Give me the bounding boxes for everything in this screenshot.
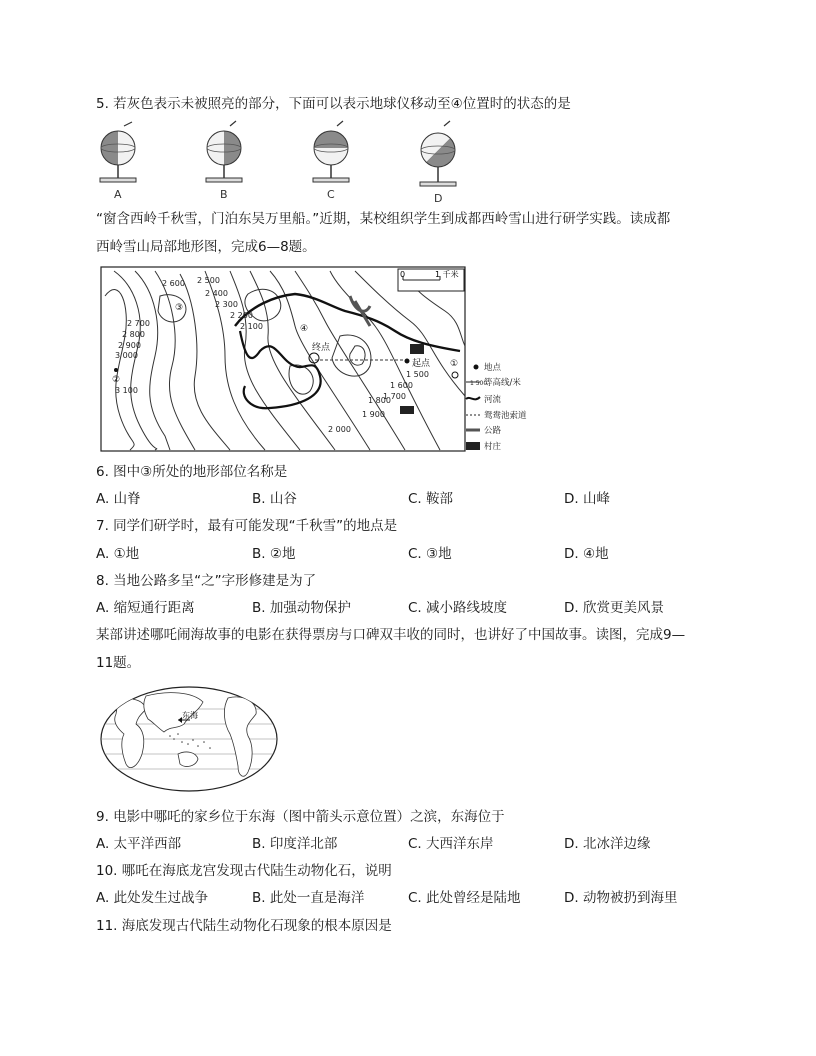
- globe-d: [420, 121, 456, 186]
- svg-text:2 700: 2 700: [127, 319, 150, 328]
- intro-6-8-line1: “窗含西岭千秋雪，门泊东吴万里船。”近期，某校组织学生到成都西岭雪山进行研学实践。读成都: [96, 211, 671, 227]
- world-map-figure: [98, 684, 280, 794]
- svg-text:1 千米: 1 千米: [435, 270, 459, 279]
- intro-6-8-line2: 西岭雪山局部地形图，完成6—8题。: [96, 239, 316, 255]
- q7-option-b: B. ②地: [252, 546, 296, 562]
- q5-stem: 5. 若灰色表示未被照亮的部分，下面可以表示地球仪移动至④位置时的状态的是: [96, 96, 571, 112]
- svg-text:公路: 公路: [484, 426, 502, 436]
- globe-c: [313, 121, 349, 182]
- village-2: [400, 406, 414, 414]
- q8-stem: 8. 当地公路多呈“之”字形修建是为了: [96, 573, 317, 589]
- q6-option-b: B. 山谷: [252, 491, 297, 507]
- q9-option-b: B. 印度洋北部: [252, 836, 338, 852]
- q8-option-a: A. 缩短通行距离: [96, 600, 195, 616]
- svg-text:2 200: 2 200: [230, 311, 253, 320]
- globe-a-label: A: [114, 188, 122, 201]
- q11-stem: 11. 海底发现古代陆生动物化石现象的根本原因是: [96, 918, 392, 934]
- globe-b: [206, 121, 242, 182]
- svg-text:2 400: 2 400: [205, 289, 228, 298]
- q10-stem: 10. 哪吒在海底龙宫发现古代陆生动物化石，说明: [96, 863, 392, 879]
- globe-c-label: C: [327, 188, 335, 201]
- intro-9-11-line1: 某部讲述哪吒闹海故事的电影在获得票房与口碑双丰收的同时，也讲好了中国故事。读图，完成9—: [96, 627, 686, 643]
- q7-option-d: D. ④地: [564, 546, 609, 562]
- q9-option-d: D. 北冰洋边缘: [564, 836, 651, 852]
- intro-9-11-line2: 11题。: [96, 655, 141, 671]
- svg-text:①: ①: [450, 359, 459, 369]
- topo-map-figure: [100, 266, 527, 452]
- svg-text:2 000: 2 000: [328, 425, 351, 434]
- svg-text:1 600: 1 600: [390, 381, 413, 390]
- q8-option-b: B. 加强动物保护: [252, 600, 351, 616]
- svg-text:2 300: 2 300: [215, 300, 238, 309]
- svg-text:村庄: 村庄: [484, 442, 502, 452]
- svg-text:②: ②: [112, 375, 121, 385]
- topo-legend: [466, 362, 527, 452]
- q9-option-a: A. 太平洋西部: [96, 836, 182, 852]
- svg-text:地点: 地点: [484, 363, 502, 373]
- q10-option-c: C. 此处曾经是陆地: [408, 890, 521, 906]
- q7-option-a: A. ①地: [96, 546, 140, 562]
- q7-stem: 7. 同学们研学时，最有可能发现“千秋雪”的地点是: [96, 518, 398, 534]
- svg-text:河流: 河流: [484, 395, 502, 405]
- svg-text:③: ③: [175, 303, 184, 313]
- q10-option-a: A. 此处发生过战争: [96, 890, 209, 906]
- q10-option-b: B. 此处一直是海洋: [252, 890, 365, 906]
- scale-bar: [398, 269, 464, 291]
- svg-text:3 100: 3 100: [115, 386, 138, 395]
- q9-stem: 9. 电影中哪吒的家乡位于东海（图中箭头示意位置）之滨，东海位于: [96, 809, 505, 825]
- svg-text:2 800: 2 800: [122, 330, 145, 339]
- svg-text:3 000: 3 000: [115, 351, 138, 360]
- svg-text:起点: 起点: [412, 359, 431, 369]
- village-1: [410, 344, 424, 354]
- q10-option-d: D. 动物被扔到海里: [564, 890, 678, 906]
- q6-option-c: C. 鞍部: [408, 491, 454, 507]
- svg-text:1 700: 1 700: [383, 392, 406, 401]
- svg-text:2 600: 2 600: [162, 279, 185, 288]
- svg-text:0: 0: [400, 270, 406, 279]
- globe-d-label: D: [434, 192, 443, 205]
- svg-text:1 900: 1 900: [362, 410, 385, 419]
- globe-a: [100, 122, 136, 182]
- q7-option-c: C. ③地: [408, 546, 452, 562]
- q8-option-c: C. 减小路线坡度: [408, 600, 508, 616]
- q6-option-d: D. 山峰: [564, 491, 610, 507]
- globe-b-label: B: [220, 188, 228, 201]
- svg-text:2 100: 2 100: [240, 322, 263, 331]
- q6-option-a: A. 山脊: [96, 491, 141, 507]
- q5-globes-figure: [96, 118, 476, 205]
- svg-text:鸳鸯池索道: 鸳鸯池索道: [484, 411, 527, 421]
- q9-option-c: C. 大西洋东岸: [408, 836, 494, 852]
- svg-text:2 900: 2 900: [118, 341, 141, 350]
- svg-text:2 500: 2 500: [197, 276, 220, 285]
- svg-text:④: ④: [300, 324, 309, 334]
- q6-stem: 6. 图中③所处的地形部位名称是: [96, 464, 288, 480]
- svg-text:1 500: 1 500: [406, 370, 429, 379]
- svg-text:等高线/米: 等高线/米: [484, 378, 521, 388]
- svg-text:1 500: 1 500: [470, 380, 488, 387]
- svg-text:1 800: 1 800: [368, 396, 391, 405]
- svg-text:终点: 终点: [312, 343, 331, 353]
- q8-option-d: D. 欣赏更美风景: [564, 600, 664, 616]
- east-sea-label: 东海: [182, 711, 198, 720]
